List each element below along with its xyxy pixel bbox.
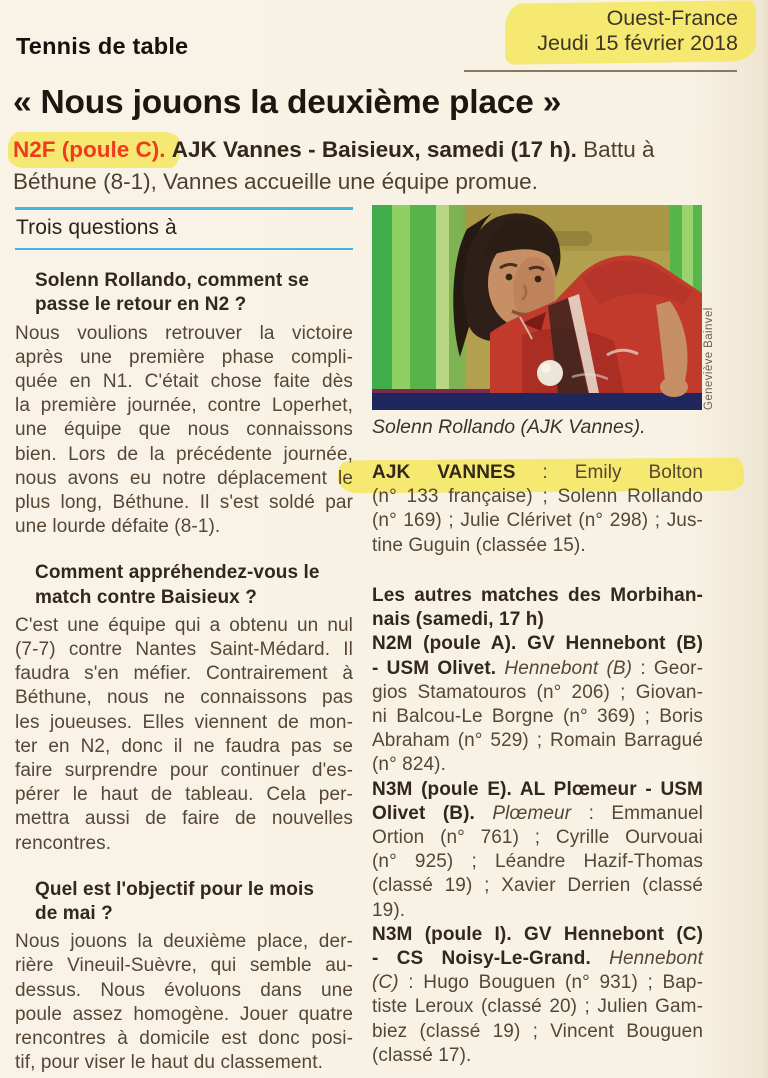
answer-1: Nous voulions retrouver la victoire après une première phase compli- quée en N1. C'était chose faite dès la première journée, contre Loperhet, une équipe que nous connaissons bien. Lors de la précédente journée, nous avons eu notre déplacement le plus long, Béthune. Il s'est soldé par une lourde défaite (8-1). [15,322,353,538]
masthead-rule [464,70,737,72]
match-n3m-poule-i: N3M (poule I). GV Hennebont (C) - CS Noisy-Le-Grand. Hennebont (C) : Hugo Bouguen (n° 931) ; Bap- tiste Leroux (classé 20) ; Julien Gam- biez (classé 19) ; Vincent Bouguen (classé 17). [372,923,703,1066]
match-n3m-poule-e: N3M (poule E). AL Plœmeur - USM Olivet (B). Plœmeur : Emmanuel Ortion (n° 761) ; Cyrille Ourvouai (n° 925) ; Léandre Hazif-Thomas (classé 19) ; Xavier Derrien (classé 19). [372,778,703,921]
question-2: Comment appréhendez-vous le match contre Baisieux ? [35,562,320,608]
player-photo-illustration [372,205,702,410]
article-headline: « Nous jouons la deuxième place » [13,84,562,121]
other-matches [372,584,703,1068]
interview-column [15,207,353,1076]
answer-3: Nous jouons la deuxième place, der- rière Vineuil-Suèvre, qui semble au- dessus. Nous évoluons dans une poule assez homogène. Jouer quatre rencontres à domicile est donc posi- tif, pour viser le haut du classement. [15,931,353,1074]
masthead-paper-name: Ouest-France [606,6,738,30]
section-label: Tennis de table [16,33,189,59]
interview-box-label: Trois questions à [16,215,177,239]
question-1: Solenn Rollando, comment se passe le retour en N2 ? [35,270,310,316]
match-n2m-poule-a: N2M (poule A). GV Hennebont (B) - USM Olivet. Hennebont (B) : Geor- gios Stamatouros (n° 206) ; Giovan- ni Balcou-Le Borgne (n° 369) ; Boris Abraham (n° 529) ; Romain Barragué (n° 824). [372,633,703,776]
masthead [537,6,738,55]
masthead-date: Jeudi 15 février 2018 [537,30,738,55]
team-roster: AJK VANNES : Emily Bolton (n° 133 française) ; Solenn Rollando (n° 169) ; Julie Clérivet (n° 298) ; Jus- tine Guguin (classée 15). [372,462,703,556]
answer-2: C'est une équipe qui a obtenu un nul (7-7) contre Nantes Saint-Médard. Il faudra s'en méfier. Contrairement à Béthune, nous ne connaissons pas les joueuses. Elles viennent de mon- ter en N2, donc il ne faudra pas se faire surprendre pour continuer d'es- pérer le haut de tableau. Cela per- mettra aussi de faire de nouvelles rencontres. [15,614,353,854]
photo-credit: Geneviève Bainvel [703,307,715,410]
box-rule-bottom [15,248,353,251]
photo-caption: Solenn Rollando (AJK Vannes). [372,416,646,438]
other-matches-header: Les autres matches des Morbihan- nais (samedi, 17 h) [372,585,703,631]
question-3: Quel est l'objectif pour le mois de mai ? [35,878,315,925]
standfirst: N2F (poule C). AJK Vannes - Baisieux, samedi (17 h). Battu à Béthune (8-1), Vannes accueille une équipe promue. [13,137,655,194]
player-photo [372,205,702,410]
